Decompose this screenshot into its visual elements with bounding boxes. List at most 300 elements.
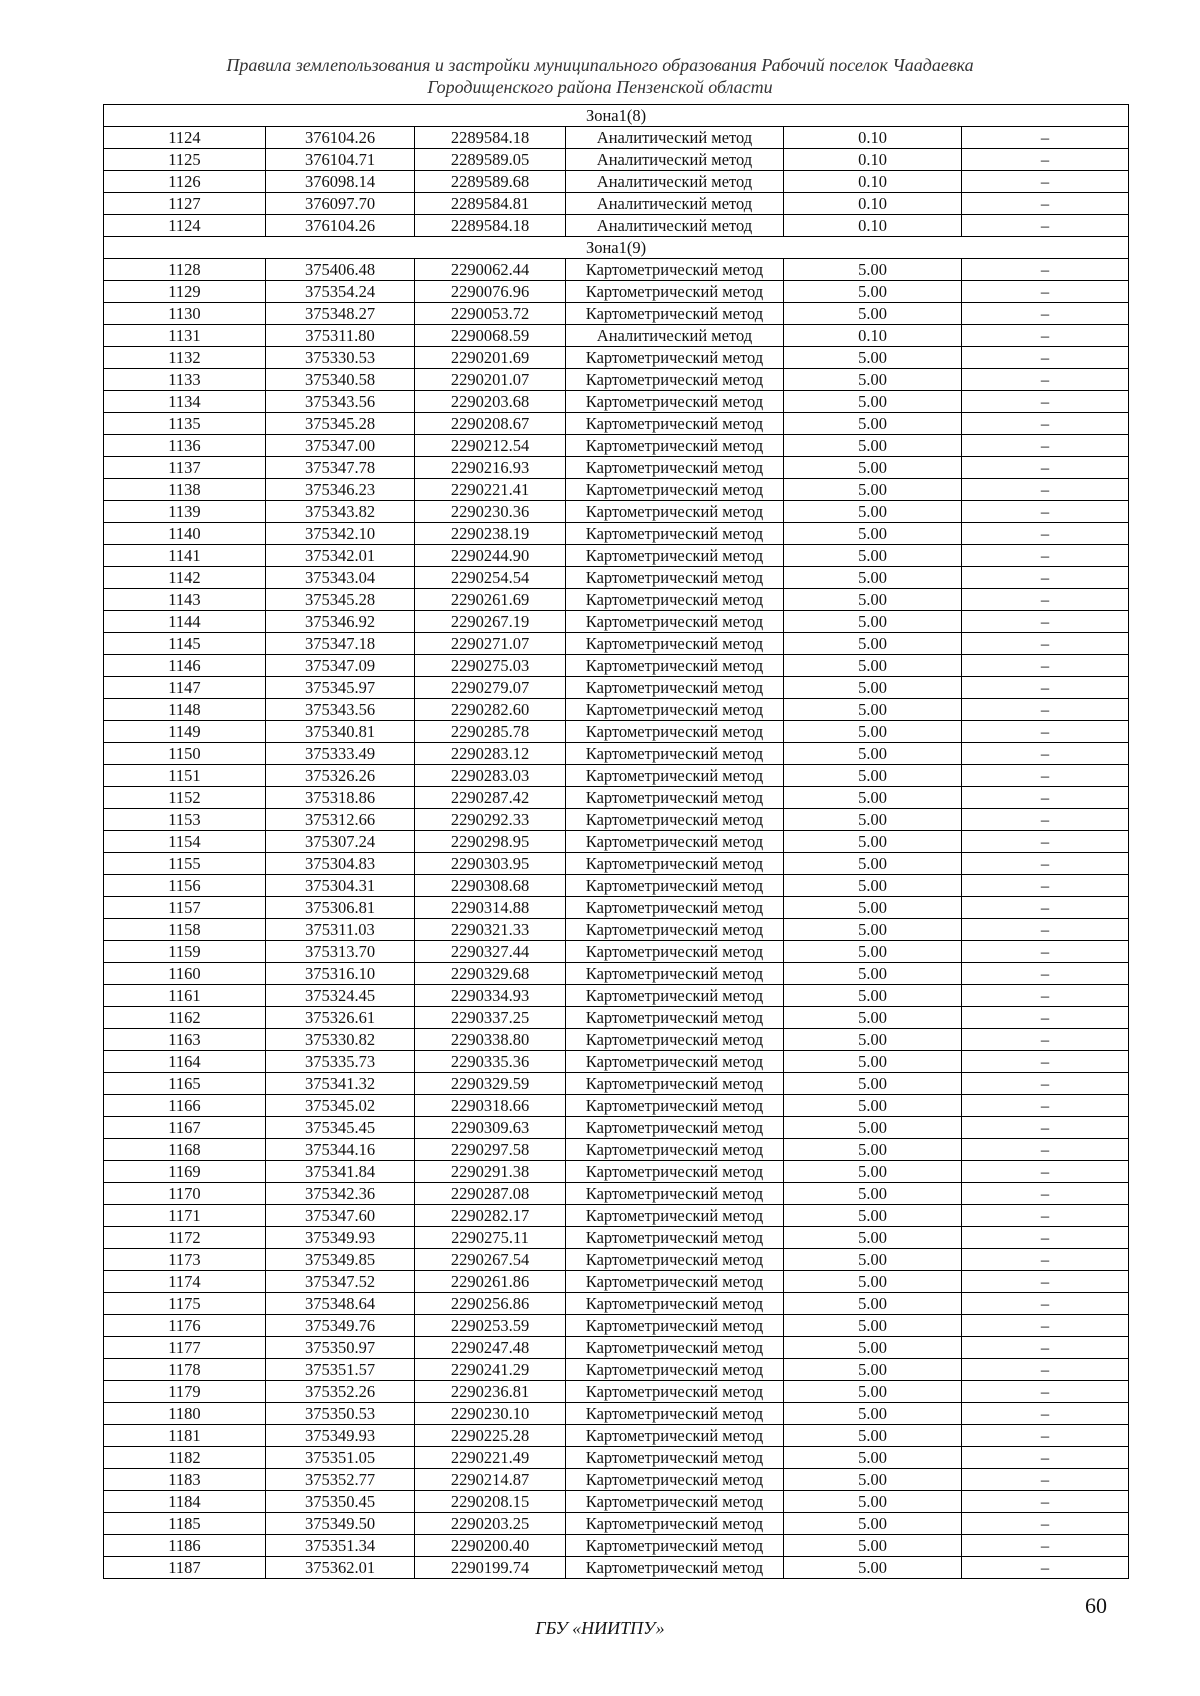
point-number-cell: 1126 — [104, 171, 266, 193]
y-coordinate-cell: 2290261.86 — [415, 1271, 566, 1293]
note-cell: – — [962, 699, 1129, 721]
point-number-cell: 1161 — [104, 985, 266, 1007]
table-row — [104, 831, 1129, 853]
point-number-cell: 1187 — [104, 1557, 266, 1579]
note-cell: – — [962, 875, 1129, 897]
y-coordinate-cell: 2290329.59 — [415, 1073, 566, 1095]
point-number-cell: 1143 — [104, 589, 266, 611]
x-coordinate-cell: 375345.45 — [266, 1117, 415, 1139]
accuracy-cell: 5.00 — [784, 1073, 962, 1095]
x-coordinate-cell: 375347.00 — [266, 435, 415, 457]
y-coordinate-cell: 2289584.81 — [415, 193, 566, 215]
x-coordinate-cell: 375346.92 — [266, 611, 415, 633]
method-cell: Картометрический метод — [566, 721, 784, 743]
accuracy-cell: 5.00 — [784, 1117, 962, 1139]
y-coordinate-cell: 2290314.88 — [415, 897, 566, 919]
point-number-cell: 1134 — [104, 391, 266, 413]
x-coordinate-cell: 375333.49 — [266, 743, 415, 765]
accuracy-cell: 5.00 — [784, 1469, 962, 1491]
accuracy-cell: 5.00 — [784, 853, 962, 875]
y-coordinate-cell: 2290256.86 — [415, 1293, 566, 1315]
note-cell: – — [962, 1315, 1129, 1337]
x-coordinate-cell: 376104.71 — [266, 149, 415, 171]
y-coordinate-cell: 2290309.63 — [415, 1117, 566, 1139]
y-coordinate-cell: 2290287.08 — [415, 1183, 566, 1205]
note-cell: – — [962, 633, 1129, 655]
accuracy-cell: 5.00 — [784, 347, 962, 369]
y-coordinate-cell: 2290329.68 — [415, 963, 566, 985]
y-coordinate-cell: 2290291.38 — [415, 1161, 566, 1183]
x-coordinate-cell: 375349.93 — [266, 1425, 415, 1447]
method-cell: Картометрический метод — [566, 523, 784, 545]
accuracy-cell: 0.10 — [784, 149, 962, 171]
accuracy-cell: 5.00 — [784, 1051, 962, 1073]
point-number-cell: 1174 — [104, 1271, 266, 1293]
y-coordinate-cell: 2290283.03 — [415, 765, 566, 787]
coordinates-table — [103, 104, 1129, 1579]
y-coordinate-cell: 2290225.28 — [415, 1425, 566, 1447]
point-number-cell: 1153 — [104, 809, 266, 831]
table-row — [104, 743, 1129, 765]
note-cell: – — [962, 1139, 1129, 1161]
table-row — [104, 699, 1129, 721]
method-cell: Картометрический метод — [566, 1359, 784, 1381]
point-number-cell: 1160 — [104, 963, 266, 985]
x-coordinate-cell: 375348.64 — [266, 1293, 415, 1315]
method-cell: Картометрический метод — [566, 1205, 784, 1227]
method-cell: Картометрический метод — [566, 1403, 784, 1425]
method-cell: Аналитический метод — [566, 215, 784, 237]
table-row — [104, 919, 1129, 941]
point-number-cell: 1175 — [104, 1293, 266, 1315]
method-cell: Картометрический метод — [566, 281, 784, 303]
point-number-cell: 1182 — [104, 1447, 266, 1469]
table-row — [104, 1337, 1129, 1359]
table-row — [104, 1381, 1129, 1403]
y-coordinate-cell: 2289589.05 — [415, 149, 566, 171]
table-row — [104, 765, 1129, 787]
table-row — [104, 1271, 1129, 1293]
table-row — [104, 941, 1129, 963]
accuracy-cell: 5.00 — [784, 457, 962, 479]
note-cell: – — [962, 1117, 1129, 1139]
method-cell: Картометрический метод — [566, 853, 784, 875]
method-cell: Картометрический метод — [566, 545, 784, 567]
table-row — [104, 435, 1129, 457]
x-coordinate-cell: 375352.26 — [266, 1381, 415, 1403]
y-coordinate-cell: 2290298.95 — [415, 831, 566, 853]
point-number-cell: 1141 — [104, 545, 266, 567]
x-coordinate-cell: 375352.77 — [266, 1469, 415, 1491]
y-coordinate-cell: 2290247.48 — [415, 1337, 566, 1359]
point-number-cell: 1155 — [104, 853, 266, 875]
accuracy-cell: 5.00 — [784, 589, 962, 611]
table-row — [104, 413, 1129, 435]
y-coordinate-cell: 2290221.41 — [415, 479, 566, 501]
x-coordinate-cell: 375351.05 — [266, 1447, 415, 1469]
note-cell: – — [962, 193, 1129, 215]
method-cell: Картометрический метод — [566, 1073, 784, 1095]
x-coordinate-cell: 375326.26 — [266, 765, 415, 787]
x-coordinate-cell: 375342.01 — [266, 545, 415, 567]
method-cell: Картометрический метод — [566, 589, 784, 611]
method-cell: Картометрический метод — [566, 1491, 784, 1513]
y-coordinate-cell: 2290327.44 — [415, 941, 566, 963]
method-cell: Картометрический метод — [566, 1337, 784, 1359]
note-cell: – — [962, 809, 1129, 831]
accuracy-cell: 5.00 — [784, 831, 962, 853]
point-number-cell: 1124 — [104, 215, 266, 237]
method-cell: Картометрический метод — [566, 1117, 784, 1139]
note-cell: – — [962, 457, 1129, 479]
table-row — [104, 149, 1129, 171]
table-row — [104, 655, 1129, 677]
method-cell: Картометрический метод — [566, 479, 784, 501]
method-cell: Аналитический метод — [566, 149, 784, 171]
point-number-cell: 1148 — [104, 699, 266, 721]
note-cell: – — [962, 963, 1129, 985]
note-cell: – — [962, 1447, 1129, 1469]
point-number-cell: 1169 — [104, 1161, 266, 1183]
y-coordinate-cell: 2289589.68 — [415, 171, 566, 193]
note-cell: – — [962, 501, 1129, 523]
x-coordinate-cell: 375335.73 — [266, 1051, 415, 1073]
accuracy-cell: 0.10 — [784, 325, 962, 347]
point-number-cell: 1165 — [104, 1073, 266, 1095]
table-row — [104, 303, 1129, 325]
y-coordinate-cell: 2290271.07 — [415, 633, 566, 655]
note-cell: – — [962, 1227, 1129, 1249]
y-coordinate-cell: 2290334.93 — [415, 985, 566, 1007]
x-coordinate-cell: 375312.66 — [266, 809, 415, 831]
accuracy-cell: 5.00 — [784, 809, 962, 831]
table-row — [104, 1095, 1129, 1117]
method-cell: Картометрический метод — [566, 875, 784, 897]
accuracy-cell: 5.00 — [784, 611, 962, 633]
note-cell: – — [962, 347, 1129, 369]
method-cell: Картометрический метод — [566, 457, 784, 479]
point-number-cell: 1149 — [104, 721, 266, 743]
table-row — [104, 677, 1129, 699]
table-row — [104, 897, 1129, 919]
y-coordinate-cell: 2290308.68 — [415, 875, 566, 897]
accuracy-cell: 5.00 — [784, 479, 962, 501]
table-row — [104, 853, 1129, 875]
accuracy-cell: 5.00 — [784, 1227, 962, 1249]
y-coordinate-cell: 2290241.29 — [415, 1359, 566, 1381]
accuracy-cell: 5.00 — [784, 787, 962, 809]
accuracy-cell: 5.00 — [784, 1381, 962, 1403]
accuracy-cell: 5.00 — [784, 765, 962, 787]
y-coordinate-cell: 2290208.67 — [415, 413, 566, 435]
x-coordinate-cell: 375343.56 — [266, 391, 415, 413]
x-coordinate-cell: 375347.18 — [266, 633, 415, 655]
x-coordinate-cell: 375311.03 — [266, 919, 415, 941]
y-coordinate-cell: 2290303.95 — [415, 853, 566, 875]
x-coordinate-cell: 375304.83 — [266, 853, 415, 875]
y-coordinate-cell: 2290267.54 — [415, 1249, 566, 1271]
x-coordinate-cell: 375350.53 — [266, 1403, 415, 1425]
table-row — [104, 1315, 1129, 1337]
method-cell: Картометрический метод — [566, 1447, 784, 1469]
note-cell: – — [962, 1425, 1129, 1447]
note-cell: – — [962, 1403, 1129, 1425]
page-number: 60 — [1085, 1593, 1107, 1618]
accuracy-cell: 5.00 — [784, 677, 962, 699]
note-cell: – — [962, 1161, 1129, 1183]
note-cell: – — [962, 1183, 1129, 1205]
x-coordinate-cell: 376097.70 — [266, 193, 415, 215]
table-row — [104, 1183, 1129, 1205]
y-coordinate-cell: 2290282.17 — [415, 1205, 566, 1227]
y-coordinate-cell: 2290208.15 — [415, 1491, 566, 1513]
method-cell: Картометрический метод — [566, 259, 784, 281]
note-cell: – — [962, 853, 1129, 875]
point-number-cell: 1138 — [104, 479, 266, 501]
y-coordinate-cell: 2290212.54 — [415, 435, 566, 457]
y-coordinate-cell: 2290267.19 — [415, 611, 566, 633]
x-coordinate-cell: 375341.84 — [266, 1161, 415, 1183]
x-coordinate-cell: 375313.70 — [266, 941, 415, 963]
point-number-cell: 1168 — [104, 1139, 266, 1161]
x-coordinate-cell: 376098.14 — [266, 171, 415, 193]
x-coordinate-cell: 375347.78 — [266, 457, 415, 479]
x-coordinate-cell: 375348.27 — [266, 303, 415, 325]
table-row — [104, 1249, 1129, 1271]
point-number-cell: 1183 — [104, 1469, 266, 1491]
x-coordinate-cell: 375318.86 — [266, 787, 415, 809]
note-cell: – — [962, 1535, 1129, 1557]
note-cell: – — [962, 1095, 1129, 1117]
note-cell: – — [962, 1469, 1129, 1491]
note-cell: – — [962, 567, 1129, 589]
method-cell: Картометрический метод — [566, 743, 784, 765]
x-coordinate-cell: 375351.57 — [266, 1359, 415, 1381]
accuracy-cell: 5.00 — [784, 919, 962, 941]
y-coordinate-cell: 2290261.69 — [415, 589, 566, 611]
method-cell: Картометрический метод — [566, 413, 784, 435]
method-cell: Аналитический метод — [566, 193, 784, 215]
accuracy-cell: 5.00 — [784, 633, 962, 655]
accuracy-cell: 5.00 — [784, 1029, 962, 1051]
method-cell: Картометрический метод — [566, 1315, 784, 1337]
y-coordinate-cell: 2290236.81 — [415, 1381, 566, 1403]
method-cell: Картометрический метод — [566, 1535, 784, 1557]
x-coordinate-cell: 375344.16 — [266, 1139, 415, 1161]
y-coordinate-cell: 2290200.40 — [415, 1535, 566, 1557]
note-cell: – — [962, 325, 1129, 347]
accuracy-cell: 5.00 — [784, 655, 962, 677]
x-coordinate-cell: 375316.10 — [266, 963, 415, 985]
point-number-cell: 1173 — [104, 1249, 266, 1271]
x-coordinate-cell: 375350.45 — [266, 1491, 415, 1513]
point-number-cell: 1127 — [104, 193, 266, 215]
note-cell: – — [962, 545, 1129, 567]
table-row — [104, 193, 1129, 215]
table-row — [104, 457, 1129, 479]
y-coordinate-cell: 2290203.25 — [415, 1513, 566, 1535]
accuracy-cell: 5.00 — [784, 281, 962, 303]
coordinates-table-body — [104, 105, 1129, 1579]
y-coordinate-cell: 2290203.68 — [415, 391, 566, 413]
point-number-cell: 1151 — [104, 765, 266, 787]
method-cell: Картометрический метод — [566, 435, 784, 457]
method-cell: Картометрический метод — [566, 985, 784, 1007]
x-coordinate-cell: 375350.97 — [266, 1337, 415, 1359]
note-cell: – — [962, 1557, 1129, 1579]
y-coordinate-cell: 2290053.72 — [415, 303, 566, 325]
point-number-cell: 1131 — [104, 325, 266, 347]
note-cell: – — [962, 1381, 1129, 1403]
y-coordinate-cell: 2290199.74 — [415, 1557, 566, 1579]
y-coordinate-cell: 2290253.59 — [415, 1315, 566, 1337]
table-row — [104, 347, 1129, 369]
point-number-cell: 1186 — [104, 1535, 266, 1557]
accuracy-cell: 5.00 — [784, 1095, 962, 1117]
y-coordinate-cell: 2290318.66 — [415, 1095, 566, 1117]
note-cell: – — [962, 1293, 1129, 1315]
accuracy-cell: 5.00 — [784, 1139, 962, 1161]
method-cell: Картометрический метод — [566, 303, 784, 325]
method-cell: Картометрический метод — [566, 655, 784, 677]
y-coordinate-cell: 2290214.87 — [415, 1469, 566, 1491]
accuracy-cell: 0.10 — [784, 193, 962, 215]
point-number-cell: 1139 — [104, 501, 266, 523]
table-row — [104, 567, 1129, 589]
table-row — [104, 1161, 1129, 1183]
accuracy-cell: 5.00 — [784, 1249, 962, 1271]
note-cell: – — [962, 1205, 1129, 1227]
point-number-cell: 1180 — [104, 1403, 266, 1425]
table-row — [104, 1557, 1129, 1579]
method-cell: Картометрический метод — [566, 1293, 784, 1315]
accuracy-cell: 5.00 — [784, 567, 962, 589]
table-row — [104, 391, 1129, 413]
note-cell: – — [962, 127, 1129, 149]
method-cell: Аналитический метод — [566, 127, 784, 149]
x-coordinate-cell: 375304.31 — [266, 875, 415, 897]
note-cell: – — [962, 391, 1129, 413]
table-row — [104, 369, 1129, 391]
method-cell: Картометрический метод — [566, 1469, 784, 1491]
method-cell: Картометрический метод — [566, 699, 784, 721]
x-coordinate-cell: 375330.82 — [266, 1029, 415, 1051]
method-cell: Картометрический метод — [566, 633, 784, 655]
note-cell: – — [962, 1073, 1129, 1095]
x-coordinate-cell: 375347.52 — [266, 1271, 415, 1293]
table-row — [104, 1051, 1129, 1073]
y-coordinate-cell: 2290338.80 — [415, 1029, 566, 1051]
point-number-cell: 1140 — [104, 523, 266, 545]
point-number-cell: 1145 — [104, 633, 266, 655]
y-coordinate-cell: 2290297.58 — [415, 1139, 566, 1161]
table-row — [104, 611, 1129, 633]
x-coordinate-cell: 376104.26 — [266, 127, 415, 149]
point-number-cell: 1144 — [104, 611, 266, 633]
note-cell: – — [962, 259, 1129, 281]
note-cell: – — [962, 897, 1129, 919]
point-number-cell: 1135 — [104, 413, 266, 435]
point-number-cell: 1132 — [104, 347, 266, 369]
point-number-cell: 1129 — [104, 281, 266, 303]
point-number-cell: 1130 — [104, 303, 266, 325]
y-coordinate-cell: 2290275.11 — [415, 1227, 566, 1249]
method-cell: Картометрический метод — [566, 1227, 784, 1249]
table-row — [104, 1007, 1129, 1029]
x-coordinate-cell: 375343.82 — [266, 501, 415, 523]
header-line-2: Городищенского района Пензенской области — [427, 77, 773, 97]
x-coordinate-cell: 375351.34 — [266, 1535, 415, 1557]
y-coordinate-cell: 2290238.19 — [415, 523, 566, 545]
accuracy-cell: 5.00 — [784, 875, 962, 897]
y-coordinate-cell: 2290321.33 — [415, 919, 566, 941]
accuracy-cell: 5.00 — [784, 545, 962, 567]
y-coordinate-cell: 2290292.33 — [415, 809, 566, 831]
x-coordinate-cell: 375354.24 — [266, 281, 415, 303]
table-row — [104, 127, 1129, 149]
zone-header-row — [104, 105, 1129, 127]
method-cell: Картометрический метод — [566, 1249, 784, 1271]
method-cell: Картометрический метод — [566, 501, 784, 523]
point-number-cell: 1124 — [104, 127, 266, 149]
method-cell: Картометрический метод — [566, 941, 784, 963]
page-footer: ГБУ «НИИТПУ» — [535, 1618, 665, 1638]
header-line-1: Правила землепользования и застройки муниципального образования Рабочий поселок Чаадаевка — [226, 55, 974, 75]
point-number-cell: 1154 — [104, 831, 266, 853]
accuracy-cell: 5.00 — [784, 1161, 962, 1183]
note-cell: – — [962, 589, 1129, 611]
accuracy-cell: 5.00 — [784, 1205, 962, 1227]
y-coordinate-cell: 2290275.03 — [415, 655, 566, 677]
point-number-cell: 1167 — [104, 1117, 266, 1139]
method-cell: Картометрический метод — [566, 1183, 784, 1205]
method-cell: Картометрический метод — [566, 1271, 784, 1293]
accuracy-cell: 5.00 — [784, 1183, 962, 1205]
point-number-cell: 1162 — [104, 1007, 266, 1029]
accuracy-cell: 5.00 — [784, 391, 962, 413]
y-coordinate-cell: 2290279.07 — [415, 677, 566, 699]
table-row — [104, 523, 1129, 545]
method-cell: Картометрический метод — [566, 919, 784, 941]
zone-header-row — [104, 237, 1129, 259]
note-cell: – — [962, 1513, 1129, 1535]
note-cell: – — [962, 677, 1129, 699]
zone-title: Зона1(8) — [104, 105, 1129, 127]
x-coordinate-cell: 375341.32 — [266, 1073, 415, 1095]
x-coordinate-cell: 375307.24 — [266, 831, 415, 853]
accuracy-cell: 5.00 — [784, 721, 962, 743]
accuracy-cell: 5.00 — [784, 1293, 962, 1315]
x-coordinate-cell: 375345.28 — [266, 413, 415, 435]
table-row — [104, 501, 1129, 523]
point-number-cell: 1137 — [104, 457, 266, 479]
y-coordinate-cell: 2289584.18 — [415, 215, 566, 237]
accuracy-cell: 5.00 — [784, 1271, 962, 1293]
accuracy-cell: 5.00 — [784, 369, 962, 391]
table-row — [104, 1139, 1129, 1161]
note-cell: – — [962, 941, 1129, 963]
x-coordinate-cell: 375306.81 — [266, 897, 415, 919]
note-cell: – — [962, 1029, 1129, 1051]
x-coordinate-cell: 375349.85 — [266, 1249, 415, 1271]
point-number-cell: 1172 — [104, 1227, 266, 1249]
x-coordinate-cell: 375342.10 — [266, 523, 415, 545]
method-cell: Картометрический метод — [566, 1007, 784, 1029]
table-row — [104, 1535, 1129, 1557]
y-coordinate-cell: 2290287.42 — [415, 787, 566, 809]
table-row — [104, 633, 1129, 655]
y-coordinate-cell: 2290201.07 — [415, 369, 566, 391]
